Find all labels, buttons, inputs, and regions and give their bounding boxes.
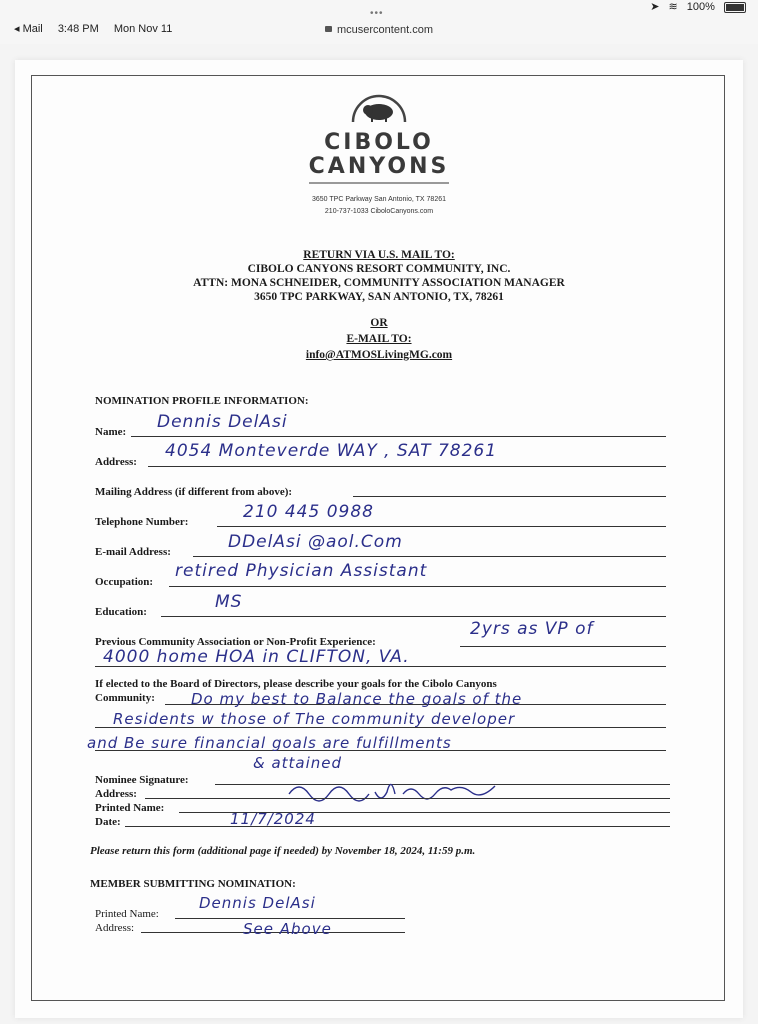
url-text: mcusercontent.com [337, 24, 433, 36]
experience-label: Previous Community Association or Non-Profit Experience: [95, 636, 376, 648]
logo-address: 3650 TPC Parkway San Antonio, TX 78261 [312, 196, 446, 203]
status-time: 3:48 PM [57, 23, 99, 35]
email-heading: E-MAIL TO: [346, 333, 412, 345]
email-value: DDelAsi @aol.Com [228, 532, 403, 552]
return-heading: RETURN VIA U.S. MAIL TO: [303, 249, 455, 261]
goals-value-1: Do my best to Balance the goals of the [191, 690, 523, 708]
education-line [161, 616, 666, 617]
return-address-block [15, 248, 743, 304]
cibolo-canyons-logo [15, 90, 743, 218]
goals-label-2: Community: [95, 692, 155, 704]
lock-icon [325, 26, 332, 32]
name-label: Name: [95, 426, 127, 438]
mailing-address-label: Mailing Address (if different from above): [95, 486, 293, 498]
telephone-value: 210 445 0988 [243, 502, 374, 522]
battery-icon [724, 2, 746, 13]
back-to-mail-link[interactable]: ◂ Mail [14, 23, 43, 35]
goals-label-1: If elected to the Board of Directors, please describe your goals for the Cibolo Canyons [95, 678, 497, 690]
education-value: MS [215, 592, 243, 612]
member-address-value: See Above [243, 920, 332, 938]
return-line-3: 3650 TPC PARKWAY, SAN ANTONIO, TX, 78261 [254, 291, 504, 303]
name-line [131, 436, 666, 437]
location-icon: ➤ [650, 1, 660, 13]
mailing-address-line [353, 496, 666, 497]
return-line-1: CIBOLO CANYONS RESORT COMMUNITY, INC. [247, 263, 511, 275]
status-date: Mon Nov 11 [113, 23, 173, 35]
name-value: Dennis DelAsi [157, 412, 288, 432]
experience-value-1: 2yrs as VP of [470, 619, 594, 639]
wifi-icon: ≋ [668, 1, 678, 13]
goals-value-2: Residents w those of The community developer [113, 710, 516, 728]
battery-percent: 100% [686, 1, 715, 13]
return-line-2: ATTN: MONA SCHNEIDER, COMMUNITY ASSOCIATION MANAGER [193, 277, 565, 289]
return-deadline-note: Please return this form (additional page if needed) by November 18, 2024, 11:59 p.m. [90, 845, 476, 857]
occupation-line [169, 586, 666, 587]
telephone-label: Telephone Number: [95, 516, 189, 528]
telephone-line [217, 526, 666, 527]
nominee-signature-label: Nominee Signature: [95, 774, 189, 786]
email-line [193, 556, 666, 557]
bison-emblem-icon [349, 90, 409, 124]
email-address: info@ATMOSLivingMG.com [305, 349, 453, 361]
logo-word-canyons: CANYONS [308, 154, 450, 179]
date-line [125, 826, 670, 827]
printed-name-label: Printed Name: [95, 802, 165, 814]
member-submitting-title: MEMBER SUBMITTING NOMINATION: [90, 878, 296, 890]
nomination-form-page [15, 60, 743, 1018]
status-right [644, 0, 746, 13]
email-block [15, 315, 743, 363]
logo-word-cibolo: CIBOLO [324, 130, 434, 155]
date-value: 11/7/2024 [230, 810, 316, 828]
occupation-value: retired Physician Assistant [175, 561, 428, 581]
email-label: E-mail Address: [95, 546, 171, 558]
signature-address-label: Address: [95, 788, 137, 800]
member-printed-name-line [175, 918, 405, 919]
or-text: OR [370, 317, 388, 329]
multitasking-dots-icon[interactable]: ••• [370, 8, 384, 19]
experience-value-2: 4000 home HOA in CLIFTON, VA. [103, 647, 410, 667]
date-label: Date: [95, 816, 121, 828]
address-line [148, 466, 666, 467]
member-printed-name-label: Printed Name: [95, 908, 159, 920]
section-title: NOMINATION PROFILE INFORMATION: [95, 395, 309, 407]
goals-value-3: and Be sure financial goals are fulfillments [87, 734, 452, 752]
address-bar[interactable] [0, 24, 758, 36]
address-label: Address: [95, 456, 137, 468]
address-value: 4054 Monteverde WAY , SAT 78261 [165, 441, 498, 461]
member-printed-name-value: Dennis DelAsi [199, 894, 316, 912]
goals-value-4: & attained [253, 754, 343, 772]
logo-contact: 210-737-1033 CiboloCanyons.com [324, 208, 434, 215]
education-label: Education: [95, 606, 147, 618]
occupation-label: Occupation: [95, 576, 154, 588]
logo-underline [309, 182, 449, 184]
experience-line-1 [460, 646, 666, 647]
handwritten-signature [285, 772, 515, 806]
status-bar [0, 0, 758, 44]
member-address-label: Address: [95, 922, 135, 934]
signature-address-line [145, 798, 670, 799]
